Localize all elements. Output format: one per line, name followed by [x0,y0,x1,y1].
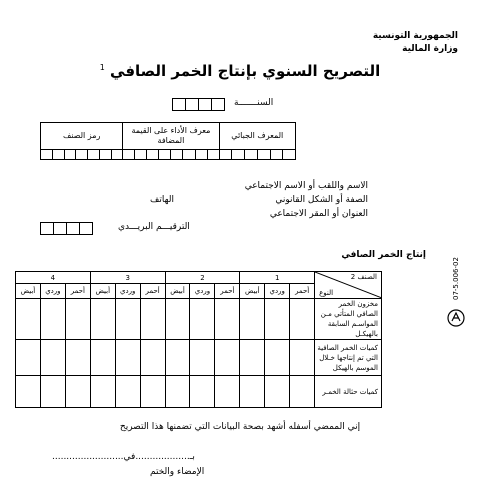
color-red: أحمر [140,284,165,299]
production-table [15,271,382,408]
vat-id-header: معرف الأداء على القيمة المضافة [123,123,219,150]
color-white: أبيض [240,284,265,299]
vat-id-cells[interactable] [123,150,219,160]
form-code: 07-5.006-02 [452,257,460,300]
year-label: السنـــــــة [234,98,274,108]
color-rose: وردي [115,284,140,299]
year-boxes[interactable] [172,98,225,111]
phone-label: الهاتف [150,195,174,205]
color-white: أبيض [165,284,190,299]
class-type-corner [315,272,382,299]
section-title: إنتاج الخمر الصافي [341,250,426,260]
corner-diagonal [315,272,382,298]
color-rose: وردي [40,284,65,299]
name-label: الاسم واللقب أو الاسم الاجتماعي [244,181,368,191]
corner-type-label: النوع [319,289,334,297]
group-header-4: 4 [16,272,91,284]
color-white: أبيض [16,284,41,299]
tax-id-cells[interactable] [219,150,295,160]
ministry-stamp-logo [446,308,466,328]
table-row [16,376,382,408]
color-white: أبيض [90,284,115,299]
table-row [16,299,382,340]
group-header-2: 2 [165,272,240,284]
attestation-text: إني الممضي أسفله أشهد بصحة البيانات التي تضمنها هذا التصريح [119,422,361,432]
class-code-cells[interactable] [41,150,123,160]
color-red: أحمر [65,284,90,299]
row-label-season-production: كميات الخمر الصافية التي تم إنتاجها خـلال الموسم بالهيكل [315,340,382,376]
tax-id-header: المعرف الجبائي [219,123,295,150]
group-header-3: 3 [90,272,165,284]
row-label-wine-lees: كميات حثالة الخمـر [315,376,382,408]
table-row [16,340,382,376]
legal-status-label: الصفة أو الشكل القانوني [275,195,368,205]
ministry-header: وزارة المالية [402,44,458,54]
form-title [0,62,480,80]
address-label: العنوان أو المقر الاجتماعي [269,209,368,219]
title-footnote: 1 [99,63,105,72]
color-red: أحمر [215,284,240,299]
color-rose: وردي [190,284,215,299]
group-header-1: 1 [240,272,315,284]
republic-header: الجمهورية التونسية [372,31,458,41]
class-code-header: رمز الصنف [41,123,123,150]
row-label-previous-stock: مخزون الخمر الصافي المتأتي مـن المواسـم السابقة بالهيكـل [315,299,382,340]
color-red: أحمر [290,284,315,299]
signature-stamp-label: الإمضاء والختم [150,467,205,477]
color-rose: وردي [265,284,290,299]
corner-class-label: الصنف [357,273,377,281]
place-date-line[interactable]: بـ...................في......................... [52,452,195,462]
postal-code-label: الترقيـــم البريـــدي [118,222,190,232]
fiscal-id-table [40,122,296,160]
form-title-text: التصريح السنوي بإنتاج الخمر الصافي [110,62,381,80]
corner-class-num: 2 [350,273,356,281]
postal-code-boxes[interactable] [40,222,93,235]
